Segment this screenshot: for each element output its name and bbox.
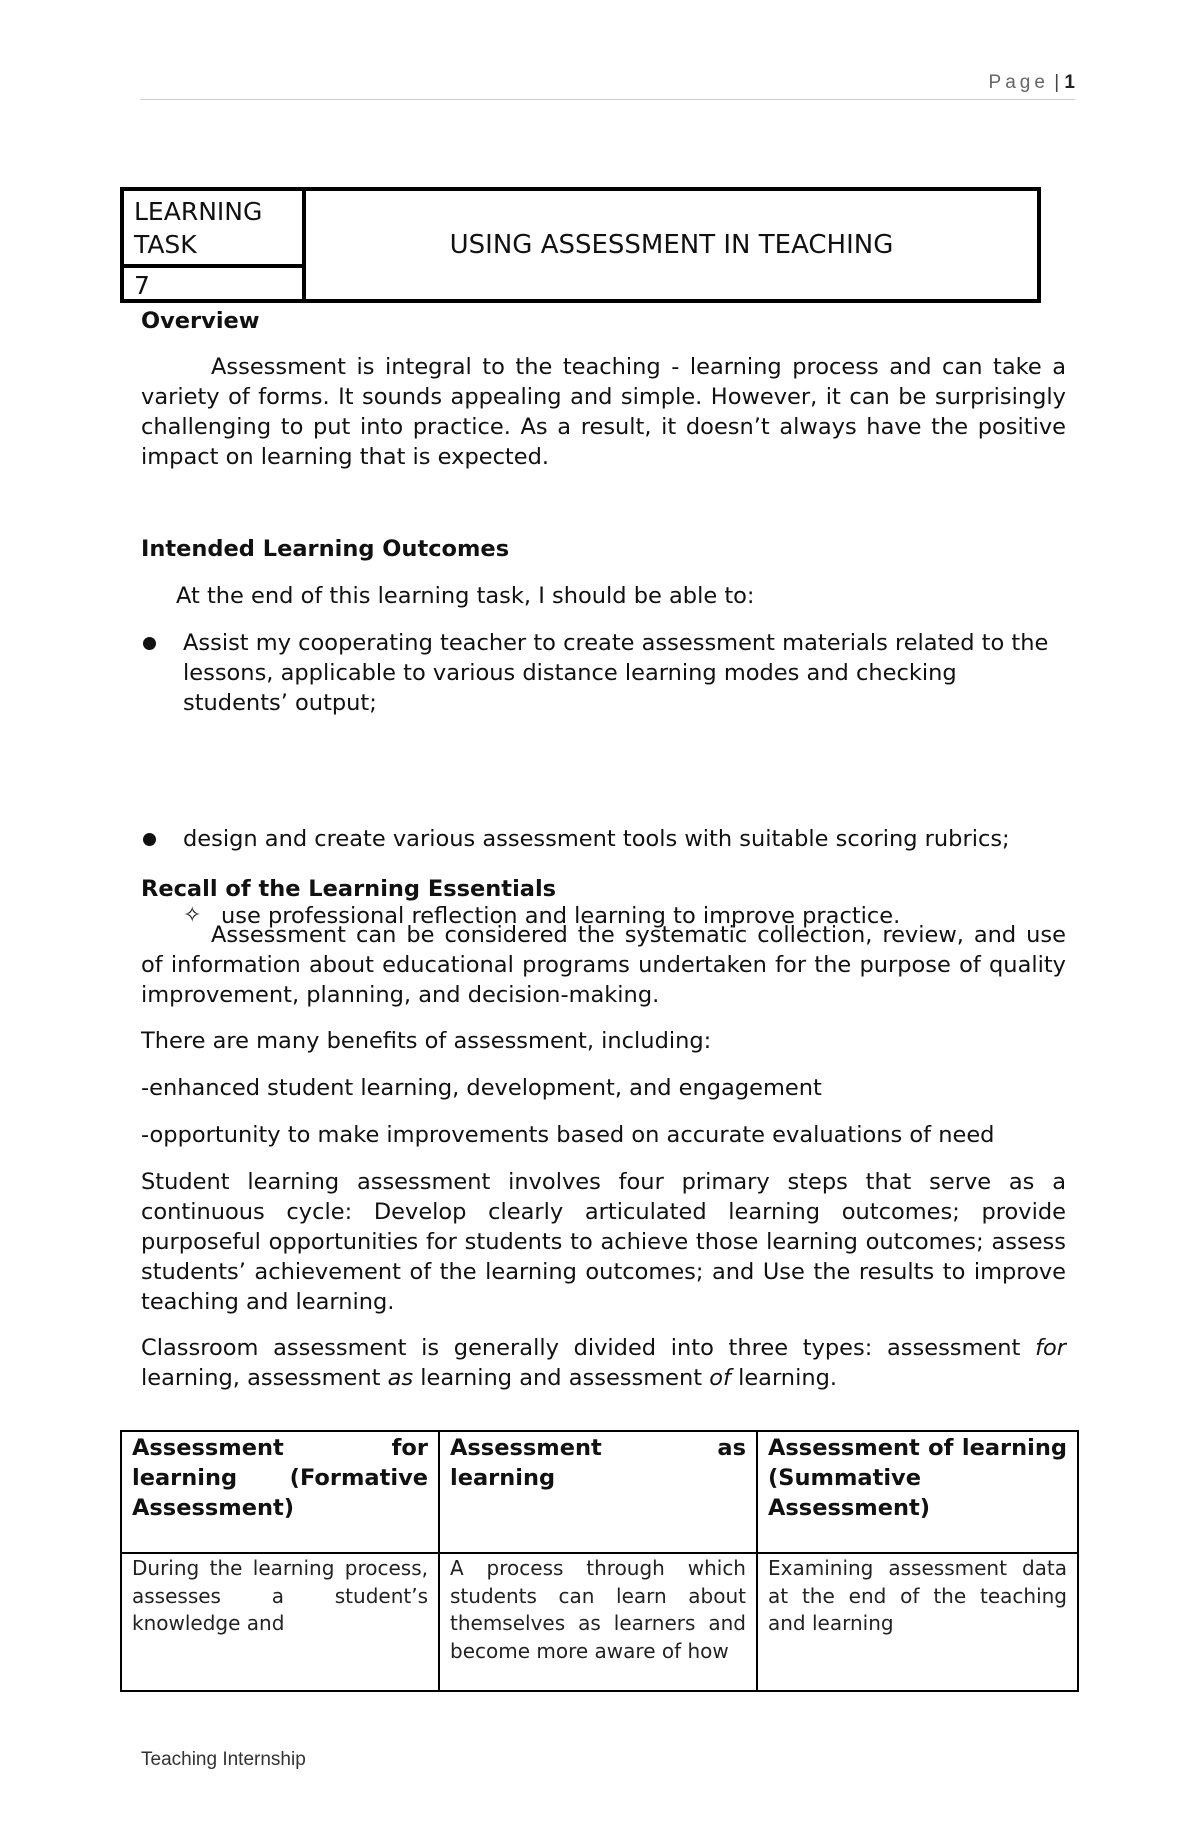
table-header-of-learning: Assessment of learning (Summative Assessment) <box>757 1431 1078 1553</box>
types-em-as: as <box>387 1365 414 1391</box>
outcome-text: design and create various assessment tools with suitable scoring rubrics; <box>183 826 1010 852</box>
steps-paragraph: Student learning assessment involves four primary steps that serve as a continuous cycle: Develop clearly articulated learning outcomes; provide purposeful opportunities for students to achieve those learning outcomes; assess students’ achievement of the learning outcomes; and Use the results to improve teaching and learning. <box>141 1169 1066 1315</box>
page-separator: | <box>1054 72 1065 93</box>
outcomes-intro: At the end of this learning task, I should be able to: <box>176 583 755 609</box>
overview-heading-text: Overview <box>141 308 260 334</box>
table-cell-of-learning: Examining assessment data at the end of the teaching and learning <box>757 1553 1078 1691</box>
table-header-row <box>121 1431 1078 1553</box>
recall-heading <box>141 874 1066 904</box>
task-cell <box>124 191 306 299</box>
types-em-of: of <box>709 1365 731 1391</box>
title-box <box>120 187 1041 303</box>
types-text-c: learning and assessment <box>413 1365 710 1391</box>
assessment-types-table <box>120 1430 1079 1692</box>
types-text-d: learning. <box>730 1365 838 1391</box>
outcome-text: use professional reflection and learning to improve practice. <box>221 903 901 929</box>
outcomes-heading <box>141 534 1066 564</box>
bullet-icon <box>143 833 156 846</box>
table-header-for-learning: Assessment for learning (Formative Assessment) <box>121 1431 439 1553</box>
types-text-b: learning, assessment <box>141 1365 388 1391</box>
table-cell-for-learning: During the learning process, assesses a student’s knowledge and <box>121 1553 439 1691</box>
benefits-intro: There are many benefits of assessment, including: <box>141 1028 712 1054</box>
recall-paragraph-1: Assessment can be considered the systematic collection, review, and use of information about educational programs undertaken for the purpose of quality improvement, planning, and decision-making. <box>141 922 1066 1008</box>
outcome-text: Assist my cooperating teacher to create assessment materials related to the lessons, applicable to various distance learning modes and checking students’ output; <box>183 630 1049 716</box>
table-row <box>121 1553 1078 1691</box>
types-paragraph <box>141 1333 1066 1393</box>
recall-heading-text: Recall of the Learning Essentials <box>141 876 557 902</box>
task-label: LEARNING TASK <box>134 197 263 259</box>
table-cell-as-learning: A process through which students can learn about themselves as learners and become more aware of how <box>439 1553 757 1691</box>
outcomes-heading-text: Intended Learning Outcomes <box>141 536 510 562</box>
benefit-item-2: -opportunity to make improvements based on accurate evaluations of need <box>141 1122 995 1148</box>
outcome-item-1 <box>141 628 1066 718</box>
bullet-icon <box>143 637 156 650</box>
task-number: 7 <box>134 271 150 300</box>
four-point-star-icon: ✧ <box>183 903 202 928</box>
page-number: 1 <box>1064 72 1075 93</box>
header-rule <box>140 99 1075 100</box>
benefit-item-1: -enhanced student learning, development, and engagement <box>141 1075 822 1101</box>
overview-heading <box>141 306 1066 336</box>
task-cell-divider <box>124 264 302 268</box>
document-title: USING ASSESSMENT IN TEACHING <box>449 230 894 260</box>
page-footer: Teaching Internship <box>141 1749 306 1770</box>
page-header <box>140 72 1075 94</box>
types-text-a: Classroom assessment is generally divided into three types: assessment <box>141 1335 1036 1361</box>
outcome-item-2 <box>141 824 1066 854</box>
overview-paragraph: Assessment is integral to the teaching - learning process and can take a variety of forms. It sounds appealing and simple. However, it can be surprisingly challenging to put into practice. As a result, it doesn’t always have the positive impact on learning that is expected. <box>141 354 1066 470</box>
types-em-for: for <box>1035 1335 1066 1361</box>
page-label: Page <box>988 72 1049 93</box>
table-header-as-learning: Assessment as learning <box>439 1431 757 1553</box>
